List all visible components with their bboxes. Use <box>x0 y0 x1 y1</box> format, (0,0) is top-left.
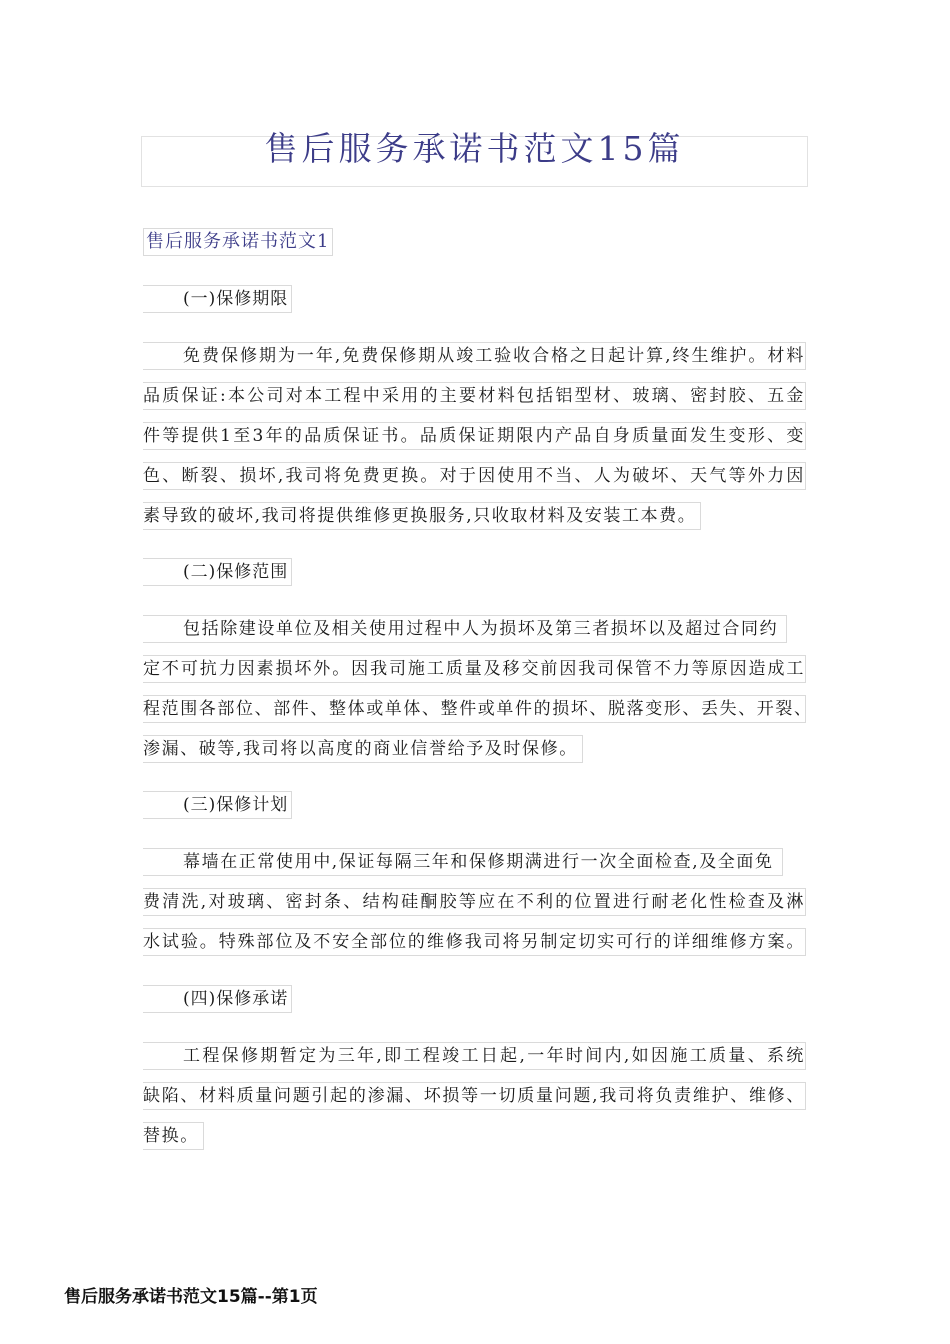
page-footer: 售后服务承诺书范文15篇--第1页 <box>64 1287 318 1307</box>
paragraph-line: 件等提供1至3年的品质保证书。品质保证期限内产品自身质量面发生变形、变 <box>143 422 806 450</box>
paragraph-line: 包括除建设单位及相关使用过程中人为损坏及第三者损坏以及超过合同约 <box>143 615 787 643</box>
paragraph-line: 免费保修期为一年,免费保修期从竣工验收合格之日起计算,终生维护。材料 <box>143 342 806 370</box>
section-heading-2: (二)保修范围 <box>143 558 292 586</box>
paragraph-line: 素导致的破坏,我司将提供维修更换服务,只收取材料及安装工本费。 <box>143 502 701 530</box>
paragraph-line: 费清洗,对玻璃、密封条、结构硅酮胶等应在不利的位置进行耐老化性检查及淋 <box>143 888 806 916</box>
paragraph-line: 工程保修期暂定为三年,即工程竣工日起,一年时间内,如因施工质量、系统 <box>143 1042 806 1070</box>
paragraph-line: 色、断裂、损坏,我司将免费更换。对于因使用不当、人为破坏、天气等外力因 <box>143 462 806 490</box>
paragraph-line: 定不可抗力因素损坏外。因我司施工质量及移交前因我司保管不力等原因造成工 <box>143 655 806 683</box>
section-heading-1: (一)保修期限 <box>143 285 292 313</box>
paragraph-line: 程范围各部位、部件、整体或单体、整件或单件的损坏、脱落变形、丢失、开裂、 <box>143 695 806 723</box>
section-heading-3: (三)保修计划 <box>143 791 292 819</box>
paragraph-line: 水试验。特殊部位及不安全部位的维修我司将另制定切实可行的详细维修方案。 <box>143 928 806 956</box>
document-title: 售后服务承诺书范文15篇 <box>264 129 685 168</box>
paragraph-line: 渗漏、破等,我司将以高度的商业信誉给予及时保修。 <box>143 735 583 763</box>
section-heading-4: (四)保修承诺 <box>143 985 292 1013</box>
paragraph-line: 幕墙在正常使用中,保证每隔三年和保修期满进行一次全面检查,及全面免 <box>143 848 783 876</box>
paragraph-line: 品质保证:本公司对本工程中采用的主要材料包括铝型材、玻璃、密封胶、五金 <box>143 382 806 410</box>
paragraph-line: 替换。 <box>143 1122 204 1150</box>
paragraph-line: 缺陷、材料质量问题引起的渗漏、坏损等一切质量问题,我司将负责维护、维修、 <box>143 1082 806 1110</box>
section-subtitle: 售后服务承诺书范文1 <box>143 228 333 256</box>
